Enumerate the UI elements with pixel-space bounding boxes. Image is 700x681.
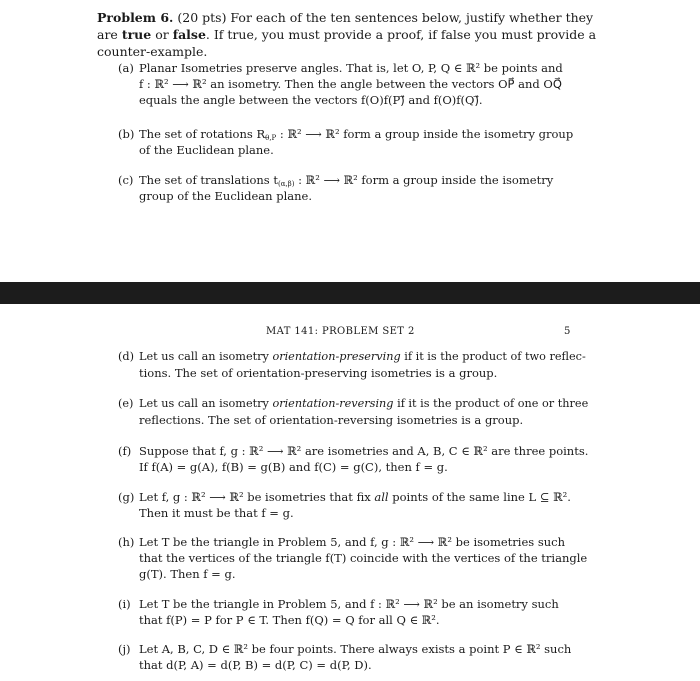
item-f-line-2: If f(A) = g(A), f(B) = g(B) and f(C) = g(C), then f = g.: [139, 460, 448, 474]
item-j-line-1: Let A, B, C, D ∈ ℝ² be four points. There always exists a point P ∈ ℝ² such: [139, 642, 572, 656]
problem-statement: [97, 9, 607, 60]
item-label: (f): [118, 444, 132, 458]
item-b-line-2: of the Euclidean plane.: [139, 143, 274, 157]
item-g-line-1b: points of the same line L ⊆ ℝ².: [388, 490, 571, 504]
item-a-line-3: equals the angle between the vectors f(O)f(P)⃗ and f(O)f(Q)⃗.: [139, 93, 483, 107]
item-c-subscript: (α,β): [277, 180, 295, 188]
item-label: (c): [118, 173, 134, 187]
word-or: or: [155, 27, 169, 42]
item-d: [118, 349, 588, 381]
item-e-line-1b: if it is the product of one or three: [393, 397, 589, 410]
item-b-line-1b: : ℝ² ⟶ ℝ² form a group inside the isometry group: [276, 127, 574, 141]
item-c-line-2: group of the Euclidean plane.: [139, 189, 312, 203]
item-label: (e): [118, 397, 134, 410]
item-h: [118, 534, 588, 582]
page-divider: [0, 282, 700, 304]
item-f: [118, 443, 588, 475]
item-c-line-1: The set of translations t: [139, 173, 278, 187]
item-d-line-1a: Let us call an isometry: [139, 350, 273, 363]
item-g-line-1a: Let f, g : ℝ² ⟶ ℝ² be isometries that fix: [139, 490, 375, 504]
page-number: 5: [564, 326, 571, 337]
item-h-line-3: g(T). Then f = g.: [139, 567, 236, 581]
item-label: (j): [118, 642, 131, 656]
item-b-line-1: The set of rotations R: [139, 127, 266, 141]
word-false: false: [172, 27, 206, 42]
item-a: [118, 60, 588, 108]
problem-points: (20 pts) For each of the ten sentences below, justify whether they are: [97, 10, 594, 42]
item-label: (g): [118, 490, 135, 504]
item-d-line-1b: if it is the product of two reflec-: [400, 350, 586, 363]
item-g-line-2: Then it must be that f = g.: [139, 506, 294, 520]
item-label: (a): [118, 61, 134, 75]
item-i-line-1: Let T be the triangle in Problem 5, and f : ℝ² ⟶ ℝ² be an isometry such: [139, 597, 559, 611]
item-i-line-2: that f(P) = P for P ∈ T. Then f(Q) = Q for all Q ∈ ℝ².: [139, 613, 440, 627]
item-label: (d): [118, 350, 134, 363]
item-g: [118, 489, 588, 521]
item-e-line-1a: Let us call an isometry: [139, 397, 273, 410]
item-a-line-2: f : ℝ² ⟶ ℝ² an isometry. Then the angle between the vectors OP⃗ and OQ⃗: [139, 77, 562, 91]
item-d-term: orientation-preserving: [272, 350, 401, 363]
item-a-line-1: Planar Isometries preserve angles. That is, let O, P, Q ∈ ℝ² be points and: [139, 61, 563, 75]
item-e: [118, 396, 588, 428]
item-c-line-1b: : ℝ² ⟶ ℝ² form a group inside the isometry: [294, 173, 554, 187]
problem-rest: . If true, you must provide a proof, if false you must provide a counter-example.: [97, 27, 597, 59]
item-c: [118, 172, 588, 204]
page-top: [0, 0, 700, 282]
item-b-subscript: θ,P: [265, 134, 277, 142]
problem-title: Problem 6.: [97, 10, 174, 25]
running-header: MAT 141: PROBLEM SET 2: [266, 326, 415, 337]
word-true: true: [121, 27, 152, 42]
item-i: [118, 596, 588, 628]
item-f-line-1: Suppose that f, g : ℝ² ⟶ ℝ² are isometries and A, B, C ∈ ℝ² are three points.: [139, 444, 589, 458]
item-label: (h): [118, 535, 135, 549]
item-e-line-2: reflections. The set of orientation-reversing isometries is a group.: [139, 413, 524, 427]
item-label: (i): [118, 597, 131, 611]
item-d-line-2: tions. The set of orientation-preserving isometries is a group.: [139, 366, 498, 380]
item-g-emphasis: all: [374, 490, 389, 504]
item-j: [118, 641, 588, 673]
item-b: [118, 126, 588, 158]
item-h-line-1: Let T be the triangle in Problem 5, and f, g : ℝ² ⟶ ℝ² be isometries such: [139, 535, 565, 549]
item-e-term: orientation-reversing: [272, 397, 394, 410]
item-j-line-2: that d(P, A) = d(P, B) = d(P, C) = d(P, D).: [139, 658, 372, 672]
item-h-line-2: that the vertices of the triangle f(T) coincide with the vertices of the triangle: [139, 551, 588, 565]
item-label: (b): [118, 127, 135, 141]
